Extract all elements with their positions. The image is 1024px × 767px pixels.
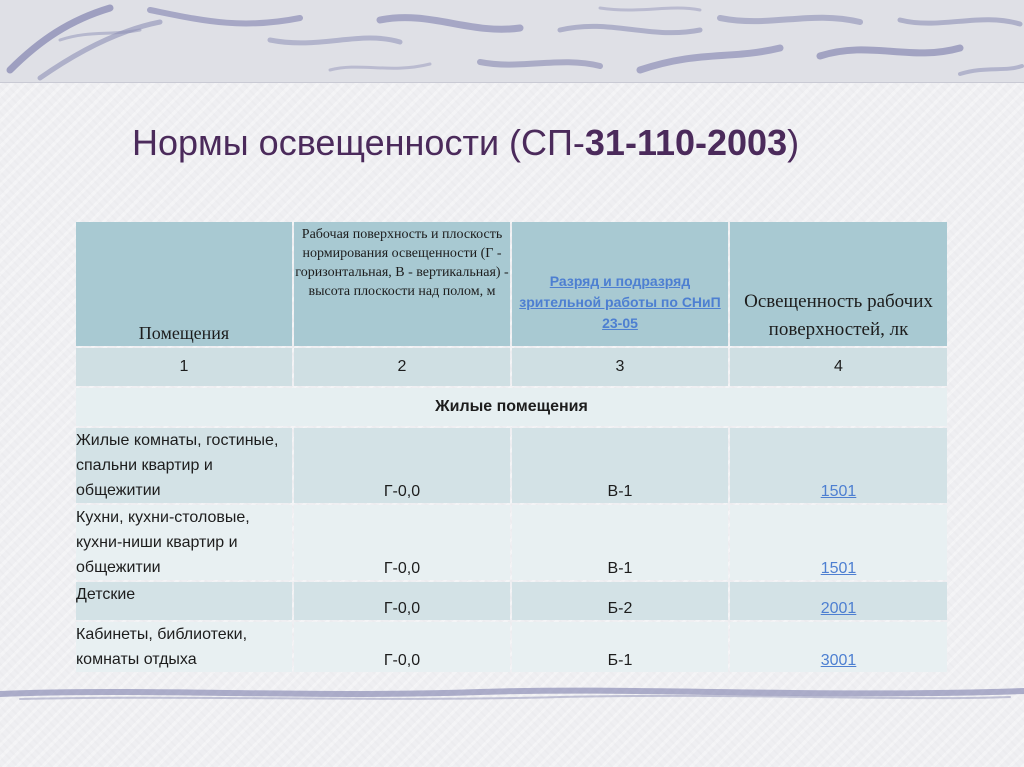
table-header-row	[76, 222, 947, 346]
section-row	[76, 388, 947, 426]
column-number: 1	[76, 348, 292, 386]
header-work-surface: Рабочая поверхность и плоскость нормирования освещенности (Г - горизонтальная, В - вертикальная) - высота плоскости над полом, м	[294, 222, 510, 346]
column-number: 2	[294, 348, 510, 386]
title-prefix: Нормы освещенности (СП-	[132, 122, 585, 163]
slide-title	[132, 122, 799, 164]
brush-strokes-decoration	[0, 0, 1024, 82]
header-rooms: Помещения	[76, 222, 292, 346]
room-name: Жилые комнаты, гостиные, спальни квартир и общежитии	[76, 428, 292, 503]
room-name: Детские	[76, 582, 292, 620]
decorative-header-band	[0, 0, 1024, 83]
table-row	[76, 622, 947, 672]
illumination-norms-table	[74, 220, 949, 674]
title-standard-code: 31-110-2003	[584, 122, 788, 163]
surface-value: Г-0,0	[294, 505, 510, 580]
decorative-footer-band	[0, 682, 1024, 712]
column-number-row	[76, 348, 947, 386]
grade-value: Б-2	[512, 582, 728, 620]
column-number: 4	[730, 348, 947, 386]
illuminance-link[interactable]: 2001	[730, 582, 947, 620]
room-name: Кабинеты, библиотеки, комнаты отдыха	[76, 622, 292, 672]
grade-value: Б-1	[512, 622, 728, 672]
illuminance-link[interactable]: 1501	[730, 428, 947, 503]
table-row	[76, 428, 947, 503]
surface-value: Г-0,0	[294, 582, 510, 620]
section-title: Жилые помещения	[76, 388, 947, 426]
room-name: Кухни, кухни-столовые, кухни-ниши квартир и общежитии	[76, 505, 292, 580]
header-visual-work-grade-link[interactable]: Разряд и подразряд зрительной работы по СНиП 23-05	[512, 222, 728, 346]
column-number: 3	[512, 348, 728, 386]
surface-value: Г-0,0	[294, 428, 510, 503]
grade-value: В-1	[512, 505, 728, 580]
grade-value: В-1	[512, 428, 728, 503]
illuminance-link[interactable]: 3001	[730, 622, 947, 672]
table-row	[76, 582, 947, 620]
surface-value: Г-0,0	[294, 622, 510, 672]
header-illuminance: Освещенность рабочих поверхностей, лк	[730, 222, 947, 346]
brush-line-decoration	[0, 682, 1024, 712]
table-row	[76, 505, 947, 580]
title-suffix: )	[787, 122, 800, 163]
illuminance-link[interactable]: 1501	[730, 505, 947, 580]
